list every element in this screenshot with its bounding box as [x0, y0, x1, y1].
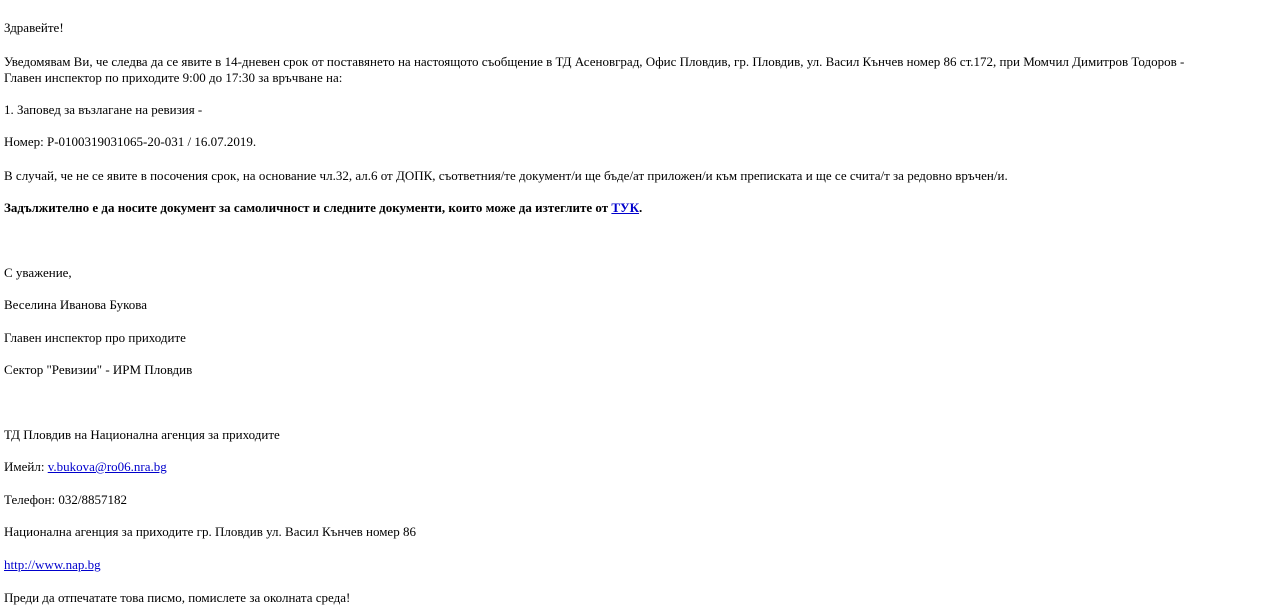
- email-link[interactable]: v.bukova@ro06.nra.bg: [47, 459, 167, 474]
- website-link[interactable]: http://www.nap.bg: [4, 557, 101, 572]
- mandatory-line: [4, 200, 642, 216]
- org-name: ТД Пловдив на Национална агенция за приходите: [4, 427, 280, 442]
- mandatory-text: Задължително е да носите документ за самоличност и следните документи, които може да изтеглите от: [4, 200, 612, 215]
- website-line: [4, 557, 101, 573]
- notice-line-2: Главен инспектор по приходите 9:00 до 17:30 за връчване на:: [4, 70, 343, 85]
- warning-text: В случай, че не се явите в посочения срок, на основание чл.32, ал.6 от ДОПК, съответния/те документ/и ще бъде/ат приложен/и към преписката и ще се счита/т за редовно връчен/и.: [4, 168, 1008, 183]
- signer-name: Веселина Иванова Букова: [4, 297, 147, 312]
- notice-line-1: Уведомявам Ви, че следва да се явите в 14-дневен срок от поставянето на настоящото съобщение в ТД Асеновград, Офис Пловдив, гр. Пловдив, ул. Васил Кънчев номер 86 ст.172, при Момчил Димитров Тодоров -: [4, 54, 1185, 69]
- footer-note: Преди да отпечатате това писмо, помислете за околната среда!: [4, 590, 351, 605]
- phone: Телефон: 032/8857182: [4, 492, 127, 507]
- download-link[interactable]: ТУК: [611, 200, 640, 215]
- greeting: Здравейте!: [4, 20, 64, 35]
- signer-sector: Сектор "Ревизии" - ИРМ Пловдив: [4, 362, 193, 377]
- mandatory-end: .: [639, 200, 643, 215]
- signer-title: Главен инспектор про приходите: [4, 330, 186, 345]
- address: Национална агенция за приходите гр. Пловдив ул. Васил Кънчев номер 86: [4, 524, 416, 539]
- email-label: Имейл:: [4, 459, 48, 474]
- closing: С уважение,: [4, 265, 72, 280]
- document-number: Номер: Р-0100319031065-20-031 / 16.07.2019.: [4, 134, 257, 149]
- item-1: 1. Заповед за възлагане на ревизия -: [4, 102, 203, 117]
- email-line: [4, 459, 167, 475]
